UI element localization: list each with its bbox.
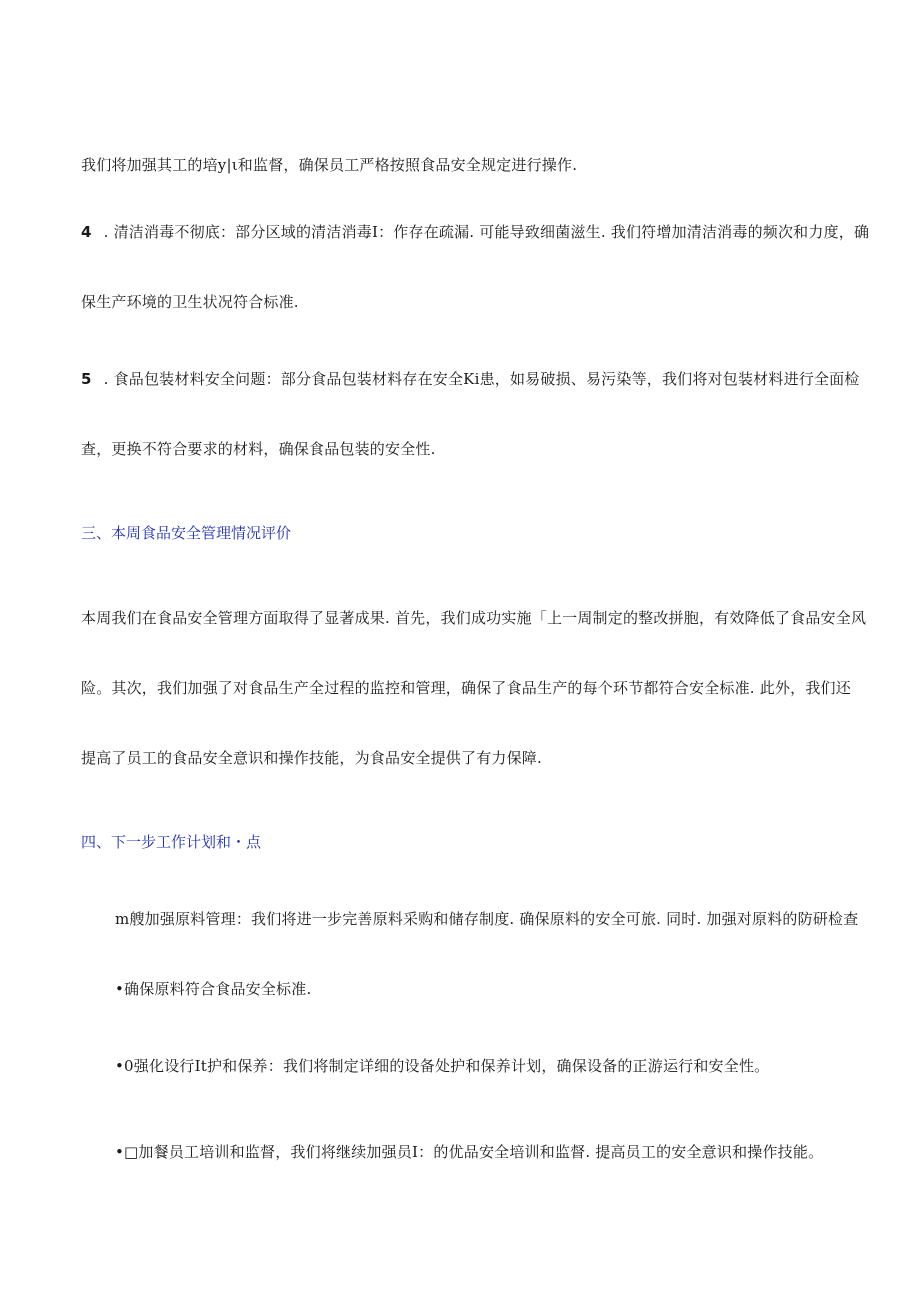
- plan-item: m艘加强原料管理：我们将进一步完善原料采购和储存制度. 确保原料的安全可旅. 同时. 加强对原料的防研检查: [115, 910, 859, 928]
- paragraph-line: 险。其次，我们加强了对食品生产全过程的监控和管理，确保了食品生产的每个环节都符合安全标准. 此外，我们还: [81, 679, 851, 697]
- list-item-5: [81, 369, 860, 389]
- plan-item: •□加餐员工培训和监督，我们将继续加强员I：的优品安全培训和监督. 提高员工的安全意识和操作技能。: [115, 1143, 824, 1161]
- list-item-text: . 食品包装材料安全问题：部分食品包装材料存在安全Ki患，如易破损、易污染等，我们将对包装材料进行全面检: [103, 370, 860, 388]
- section-heading: 四、下一步工作计划和・点: [81, 833, 262, 851]
- list-number: 5: [81, 370, 92, 388]
- paragraph-line: 提高了员工的食品安全意识和操作技能，为食品安全提供了有力保障.: [81, 749, 542, 767]
- list-item-4: [81, 222, 869, 242]
- paragraph-line: 保生产环境的卫生状况符合标准.: [81, 293, 299, 311]
- plan-item: •确保原料符合食品安全标准.: [115, 980, 312, 998]
- paragraph-line: 我们将加强其工的培y|ι和监督，确保员工严格按照食品安全规定进行操作.: [81, 156, 578, 174]
- paragraph-line: 查，更换不符合要求的材料，确保食品包装的安全性.: [81, 440, 436, 458]
- list-item-text: . 清洁消毒不彻底：部分区域的清洁消毒I：作存在疏漏. 可能导致细菌滋生. 我们符增加清洁消毒的频次和力度，确: [103, 223, 870, 241]
- section-heading: 三、本周食品安全管理情况评价: [81, 524, 292, 542]
- list-number: 4: [81, 223, 92, 241]
- paragraph-line: 本周我们在食品安全管理方面取得了显著成果. 首先，我们成功实施「上一周制定的整改拼胞，有效降低了食品安全风: [81, 609, 867, 627]
- plan-item: •0强化设行It护和保养：我们将制定详细的设备处护和保养计划，确保设备的正游运行和安全性。: [115, 1057, 770, 1075]
